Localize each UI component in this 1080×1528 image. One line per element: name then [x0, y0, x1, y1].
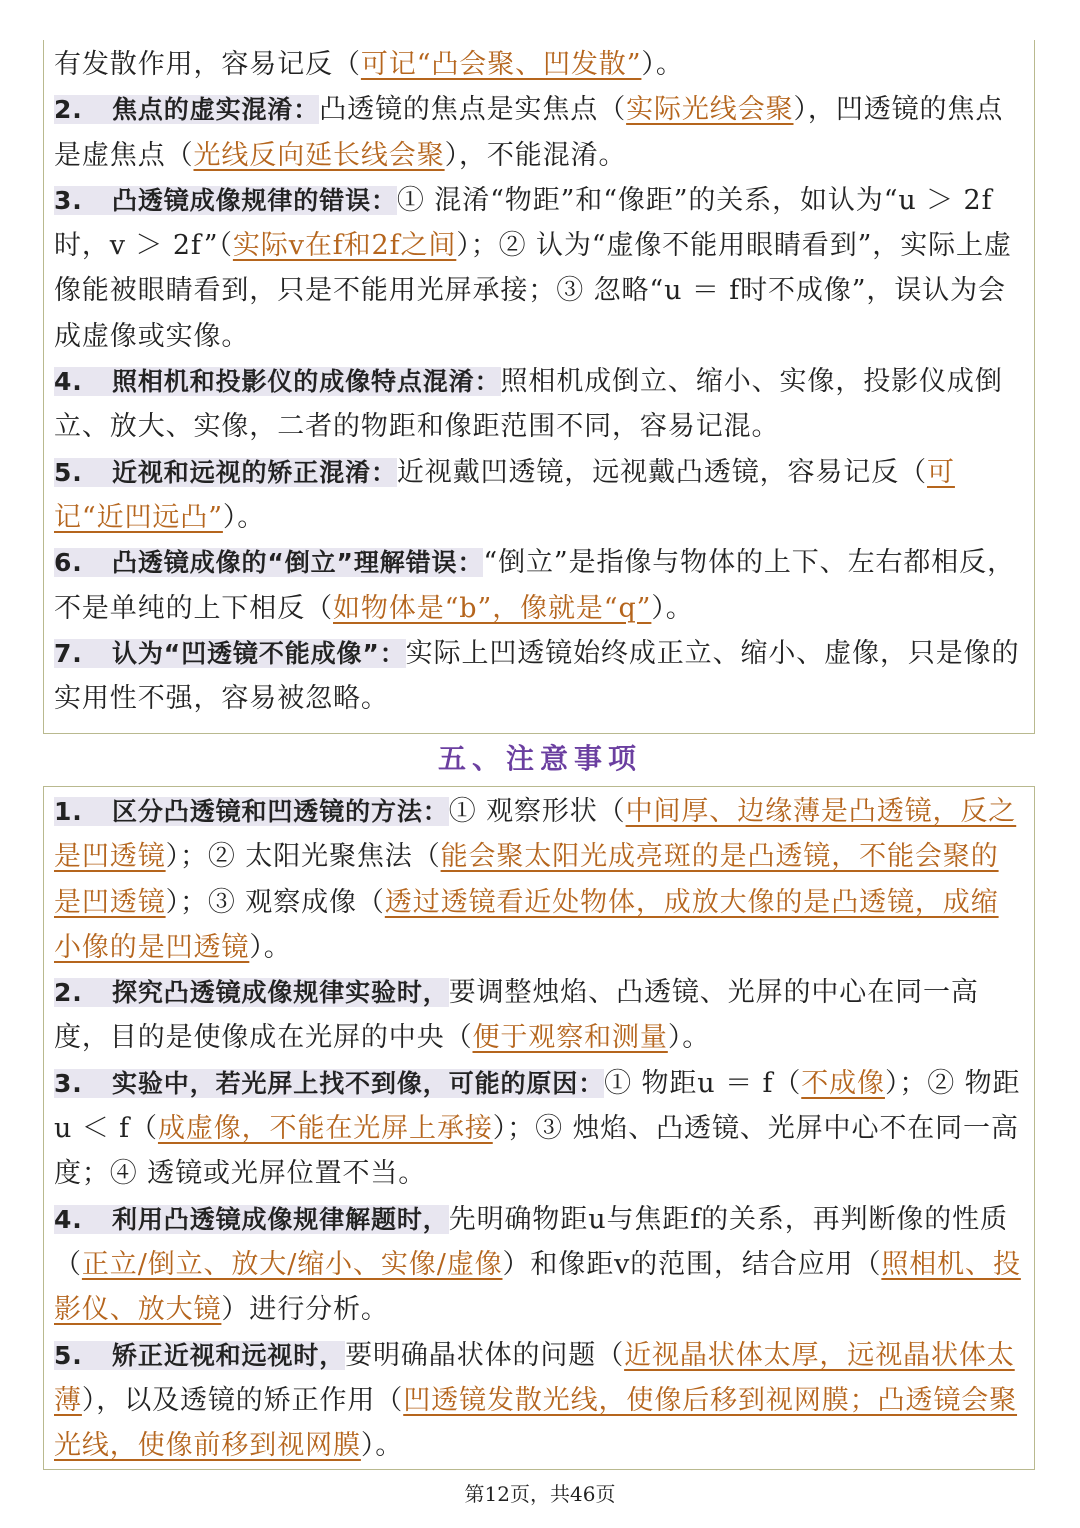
item-number: 3.: [54, 185, 83, 215]
underlined-note: 照相机、投影仪、放大镜: [54, 1248, 1021, 1326]
list-item: [54, 450, 1024, 541]
mistakes-box: [43, 40, 1035, 734]
item-number: 1.: [54, 797, 83, 826]
item-label: [54, 978, 449, 1007]
item-heading: 焦点的虚实混淆：: [112, 95, 320, 125]
item-label: [54, 367, 501, 396]
text-segment: ）；③ 观察成像（: [165, 886, 385, 918]
text-segment: ）；③ 烛焰、凸透镜、光屏中心不在同一高度；④ 透镜或光屏位置不当。: [54, 1113, 1019, 1190]
text-segment: ）进行分析。: [221, 1294, 389, 1326]
text-segment: ），以及透镜的矫正作用（: [81, 1384, 404, 1416]
text-segment: ① 观察形状（: [448, 796, 626, 827]
text-segment: “倒立”是指像与物体的上下、左右都相反，不是单纯的上下相反（: [54, 547, 1015, 624]
item-label: [54, 1205, 449, 1234]
item-number: 2.: [54, 95, 83, 125]
list-item: [54, 540, 1024, 631]
underlined-note: 凹透镜发散光线，使像后移到视网膜；凸透镜会聚光线，使像前移到视网膜: [54, 1384, 1018, 1462]
text-segment: ）；② 物距u ＜ f（: [54, 1067, 1021, 1145]
underlined-note: 便于观察和测量: [472, 1022, 668, 1054]
item-label: [54, 95, 319, 124]
section-title: 五、注意事项: [437, 742, 642, 775]
text-segment: ）。: [667, 1022, 711, 1054]
item-number: 2.: [54, 978, 83, 1008]
item-number: 5.: [54, 1340, 83, 1370]
notes-box: [43, 786, 1035, 1470]
item-number: 5.: [54, 457, 83, 487]
item-label: [54, 639, 406, 668]
item-heading: 探究凸透镜成像规律实验时，: [112, 978, 449, 1008]
list-item: [54, 789, 1024, 970]
item-heading: 实验中，若光屏上找不到像，可能的原因：: [112, 1068, 605, 1098]
underlined-note: 近视晶状体太厚，远视晶状体太薄: [54, 1339, 1015, 1416]
text-segment: ）。: [249, 931, 292, 963]
item-number: 3.: [54, 1068, 83, 1098]
text-segment: ）。: [222, 501, 266, 533]
list-item: [54, 631, 1024, 722]
list-item: [54, 970, 1024, 1061]
text-segment: 实际上凹透镜始终成正立、缩小、虚像，只是像的实用性不强，容易被忽略。: [54, 637, 1020, 715]
underlined-note: 如物体是“b”，像就是“q”: [333, 592, 652, 624]
list-item: [54, 1197, 1024, 1333]
underlined-note: 光线反向延长线会聚: [193, 139, 445, 171]
text-segment: ）；② 太阳光聚焦法（: [165, 841, 441, 873]
underlined-note: 实际v在f和2f之间: [232, 230, 457, 262]
item-heading: 区分凸透镜和凹透镜的方法：: [112, 797, 449, 826]
text-segment: ）。: [360, 1430, 404, 1462]
item-label: [54, 458, 397, 487]
item-heading: 照相机和投影仪的成像特点混淆：: [112, 367, 501, 397]
item-heading: 凸透镜成像规律的错误：: [112, 185, 397, 215]
item-number: 7.: [54, 638, 83, 668]
text-segment: ）。: [641, 49, 684, 80]
item-heading: 认为“凹透镜不能成像”：: [112, 638, 406, 668]
item-label: [54, 797, 449, 826]
item-number: 4.: [54, 1204, 83, 1234]
text-segment: ）。: [651, 592, 694, 624]
item-heading: 利用凸透镜成像规律解题时，: [112, 1204, 449, 1234]
underlined-note: 正立/倒立、放大/缩小、实像/虚像: [81, 1248, 503, 1280]
item-heading: 近视和远视的矫正混淆：: [112, 457, 397, 487]
list-item: [54, 1061, 1024, 1197]
underlined-note: 中间厚、边缘薄是凸透镜，反之是凹透镜: [54, 796, 1017, 873]
text-segment: 近视戴凹透镜，远视戴凸透镜，容易记反（: [396, 456, 928, 488]
item-label: [54, 548, 483, 577]
item-number: 6.: [54, 548, 83, 578]
text-segment: 要调整烛焰、凸透镜、光屏的中心在同一高度，目的是使像成在光屏的中央（: [54, 977, 979, 1054]
continued-paragraph: [54, 42, 1024, 87]
text-segment: ① 混淆“物距”和“像距”的关系，如认为“u ＞ 2f时，v ＞ 2f”（: [54, 184, 993, 262]
underlined-note: 可记“近凹远凸”: [54, 456, 955, 533]
list-item: [54, 178, 1024, 359]
underlined-note: 可记“凸会聚、凹发散”: [360, 49, 642, 80]
text-segment: 要明确晶状体的问题（: [345, 1339, 625, 1371]
page-footer: 第12页，共46页: [464, 1482, 616, 1506]
item-label: [54, 186, 397, 215]
underlined-note: 能会聚太阳光成亮斑的是凸透镜，不能会聚的是凹透镜: [54, 841, 999, 918]
text-segment: ）和像距v的范围，结合应用（: [502, 1248, 882, 1280]
text-segment: ），凹透镜的焦点是虚焦点（: [54, 94, 1004, 171]
list-item: [54, 359, 1024, 450]
underlined-note: 实际光线会聚: [626, 94, 794, 126]
text-segment: 先明确物距u与焦距f的关系，再判断像的性质（: [54, 1203, 1008, 1280]
text-segment: ），不能混淆。: [444, 139, 627, 171]
underlined-note: 不成像: [801, 1067, 885, 1099]
text-segment: 有发散作用，容易记反（: [54, 49, 361, 80]
text-segment: ）；② 认为“虚像不能用眼睛看到”，实际上虚像能被眼睛看到，只是不能用光屏承接；③ 忽略“u ＝ f时不成像”，误认为会成虚像或实像。: [54, 230, 1012, 352]
text-segment: 照相机成倒立、缩小、实像，投影仪成倒立、放大、实像，二者的物距和像距范围不同，容易记混。: [54, 366, 1003, 443]
underlined-note: 成虚像，不能在光屏上承接: [157, 1113, 493, 1145]
underlined-note: 透过透镜看近处物体，成放大像的是凸透镜，成缩小像的是凹透镜: [54, 886, 999, 963]
item-number: 4.: [54, 367, 83, 397]
list-item: [54, 1333, 1024, 1469]
item-heading: 矫正近视和远视时，: [112, 1340, 346, 1370]
item-heading: 凸透镜成像的“倒立”理解错误：: [112, 548, 484, 578]
text-segment: ① 物距u ＝ f（: [604, 1067, 802, 1099]
item-label: [54, 1341, 345, 1370]
list-item: [54, 87, 1024, 178]
item-label: [54, 1069, 604, 1098]
text-segment: 凸透镜的焦点是实焦点（: [319, 94, 627, 126]
